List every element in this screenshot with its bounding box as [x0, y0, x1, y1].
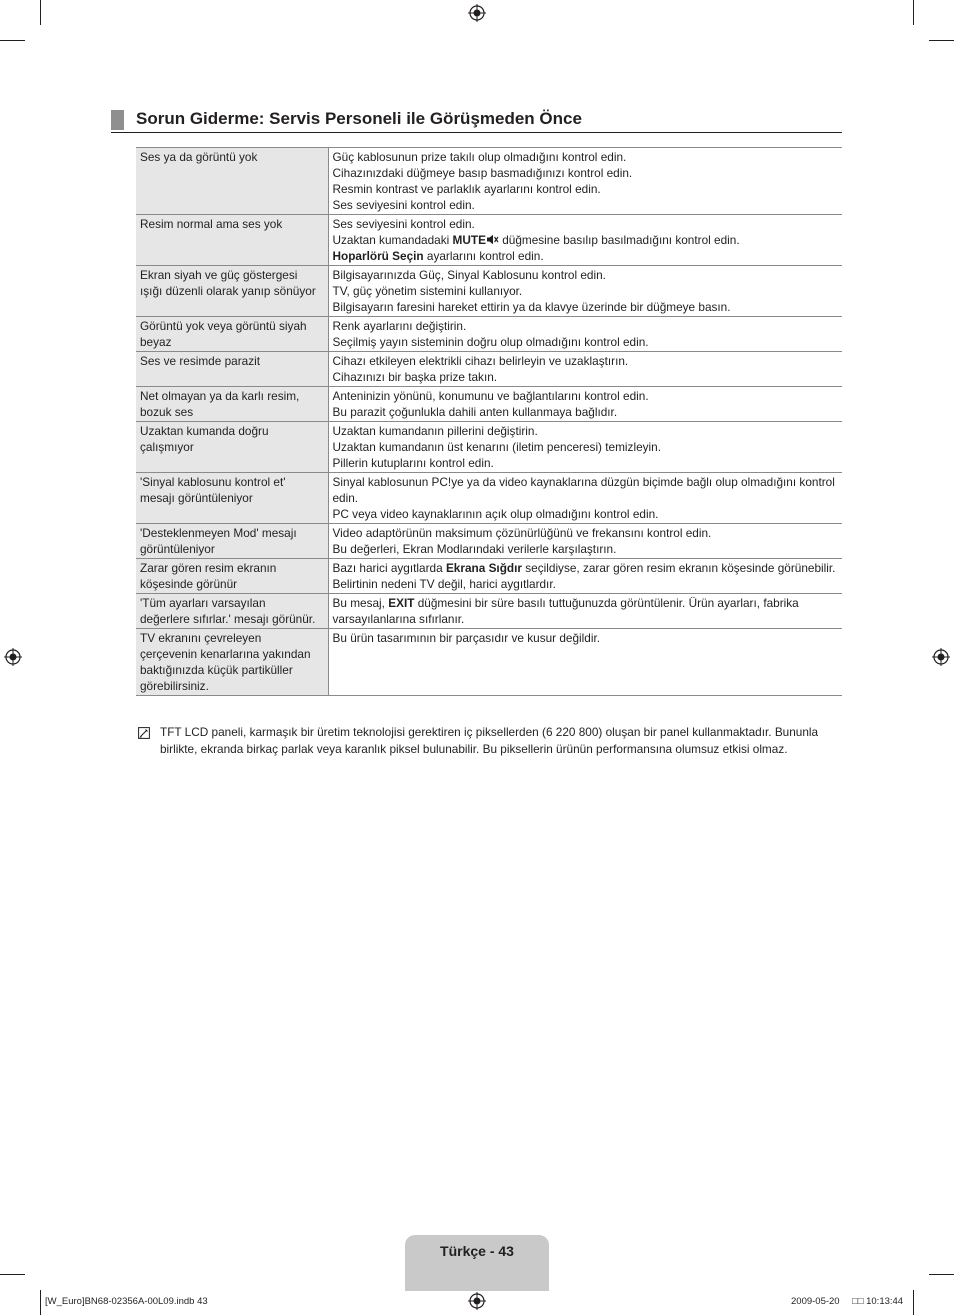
footer-file: [W_Euro]BN68-02356A-00L09.indb 43: [45, 1296, 208, 1307]
solution-text: Bilgisayarın faresini hareket ettirin ya da klavye üzerinde bir düğmeye basın.: [332, 300, 731, 314]
symptom-text: 'Tüm ayarları varsayılan: [140, 596, 266, 610]
solution-line: [333, 506, 839, 522]
symptom-text: Zarar gören resim ekranın: [140, 561, 277, 575]
solution-text: düğmesine basılıp basılmadığını kontrol edin.: [498, 233, 740, 247]
registration-mark-icon: [4, 648, 22, 666]
solution-cell: [328, 629, 842, 696]
solution-text: TV, güç yönetim sistemini kullanıyor.: [332, 284, 523, 298]
crop-mark: [0, 40, 25, 41]
table-row: [136, 524, 842, 559]
solution-text: Uzaktan kumandanın üst kenarını (iletim penceresi) temizleyin.: [332, 440, 661, 454]
table-row: [136, 352, 842, 387]
solution-text: Renk ayarlarını değiştirin.: [332, 319, 467, 333]
section-header: [111, 108, 842, 133]
solution-text: Ses seviyesini kontrol edin.: [332, 198, 475, 212]
solution-line: [333, 404, 839, 420]
solution-line: [333, 248, 839, 264]
solution-line: [333, 299, 839, 315]
symptom-text: beyaz: [140, 335, 172, 349]
note-text: TFT LCD paneli, karmaşık bir üretim teknolojisi gerektiren iç piksellerden (6 220 800) oluşan bir panel kullanmaktadır. Bununla birlikte, ekranda birkaç parlak veya karanlık piksel bulunabilir. Bu piksellerin ürünün performansına olumsuz etkisi olmaz.: [160, 725, 819, 756]
solution-text: Bazı harici aygıtlarda: [332, 561, 446, 575]
solution-text: seçildiyse, zarar gören resim ekranın köşesinde görünebilir. Belirtinin nedeni TV değil, harici aygıtlardır.: [332, 561, 836, 591]
solution-line: [333, 165, 839, 181]
solution-text: Cihazı etkileyen elektrikli cihazı belirleyin ve uzaklaştırın.: [332, 354, 629, 368]
symptom-cell: [136, 148, 328, 215]
solution-text: düğmesini bir süre basılı tuttuğunuzda görüntülenir. Ürün ayarları, fabrika varsayılanlarına sıfırlanır.: [332, 596, 799, 626]
table-row: [136, 422, 842, 473]
solution-text: Pillerin kutuplarını kontrol edin.: [332, 456, 494, 470]
solution-line: [333, 267, 839, 283]
solution-line: [333, 334, 839, 350]
symptom-text: Uzaktan kumanda doğru: [140, 424, 269, 438]
symptom-cell: [136, 559, 328, 594]
symptom-cell: [136, 629, 328, 696]
symptom-text: Resim normal ama ses yok: [140, 217, 283, 231]
footer-date: 2009-05-20: [791, 1296, 840, 1307]
symptom-cell: [136, 594, 328, 629]
solution-cell: [328, 473, 842, 524]
crop-mark: [913, 0, 914, 25]
registration-mark-icon: [468, 1292, 486, 1310]
page-title: Sorun Giderme: Servis Personeli ile Görüşmeden Önce: [136, 109, 582, 128]
solution-line: [333, 369, 839, 385]
table-row: [136, 266, 842, 317]
solution-keyword: Hoparlörü Seçin: [332, 249, 424, 263]
page-number-tab: [405, 1235, 549, 1291]
table-row: [136, 387, 842, 422]
registration-mark-icon: [468, 4, 486, 22]
solution-text: ayarlarını kontrol edin.: [423, 249, 544, 263]
solution-text: Anteninizin yönünü, konumunu ve bağlantılarını kontrol edin.: [332, 389, 649, 403]
symptom-text: köşesinde görünür: [140, 577, 238, 591]
solution-line: [333, 216, 839, 232]
symptom-text: Ses ya da görüntü yok: [140, 150, 258, 164]
solution-cell: [328, 559, 842, 594]
registration-mark-icon: [932, 648, 950, 666]
solution-text: Bilgisayarınızda Güç, Sinyal Kablosunu kontrol edin.: [332, 268, 606, 282]
solution-keyword: Ekrana Sığdır: [445, 561, 522, 575]
note-section: [136, 724, 842, 758]
solution-cell: [328, 352, 842, 387]
symptom-cell: [136, 215, 328, 266]
solution-line: [333, 232, 839, 248]
solution-line: [333, 353, 839, 369]
speaker-mute-icon: [486, 234, 499, 245]
solution-cell: [328, 524, 842, 559]
solution-cell: [328, 317, 842, 352]
solution-text: PC veya video kaynaklarının açık olup olmadığını kontrol edin.: [332, 507, 659, 521]
solution-line: [333, 283, 839, 299]
table-row: [136, 594, 842, 629]
symptom-text: TV ekranını çevreleyen: [140, 631, 262, 645]
solution-line: [333, 541, 839, 557]
solution-line: [333, 388, 839, 404]
symptom-cell: [136, 352, 328, 387]
solution-line: [333, 149, 839, 165]
symptom-text: Ses ve resimde parazit: [140, 354, 260, 368]
solution-line: [333, 423, 839, 439]
solution-text: Ses seviyesini kontrol edin.: [332, 217, 475, 231]
solution-text: Cihazınızdaki düğmeye basıp basmadığınızı kontrol edin.: [332, 166, 633, 180]
solution-text: Video adaptörünün maksimum çözünürlüğünü ve frekansını kontrol edin.: [332, 526, 712, 540]
title-bar-marker: [111, 110, 124, 130]
solution-cell: [328, 594, 842, 629]
solution-line: [333, 595, 839, 627]
table-row: [136, 317, 842, 352]
solution-text: Bu değerleri, Ekran Modlarındaki verilerle karşılaştırın.: [332, 542, 617, 556]
symptom-cell: [136, 422, 328, 473]
solution-text: Bu parazit çoğunlukla dahili anten kullanmaya bağlıdır.: [332, 405, 618, 419]
symptom-text: çalışmıyor: [140, 440, 194, 454]
table-row: [136, 629, 842, 696]
symptom-cell: [136, 317, 328, 352]
symptom-text: Görüntü yok veya görüntü siyah: [140, 319, 307, 333]
symptom-text: Net olmayan ya da karlı resim,: [140, 389, 300, 403]
symptom-text: değerlere sıfırlar.' mesajı görünür.: [140, 612, 316, 626]
page-number: Türkçe - 43: [440, 1243, 514, 1259]
table-row: [136, 473, 842, 524]
symptom-text: Ekran siyah ve güç göstergesi: [140, 268, 298, 282]
crop-mark: [929, 40, 954, 41]
symptom-text: görebilirsiniz.: [140, 679, 209, 693]
solution-line: [333, 439, 839, 455]
symptom-cell: [136, 473, 328, 524]
solution-text: Bu mesaj,: [332, 596, 389, 610]
symptom-text: mesajı görüntüleniyor: [140, 491, 253, 505]
symptom-text: 'Sinyal kablosunu kontrol et': [140, 475, 286, 489]
table-row: [136, 559, 842, 594]
note-icon: [138, 727, 150, 739]
solution-text: Uzaktan kumandadaki: [332, 233, 453, 247]
solution-cell: [328, 215, 842, 266]
table-row: [136, 215, 842, 266]
solution-text: Güç kablosunun prize takılı olup olmadığını kontrol edin.: [332, 150, 627, 164]
solution-line: [333, 455, 839, 471]
solution-text: Cihazınızı bir başka prize takın.: [332, 370, 498, 384]
crop-mark: [40, 1290, 41, 1315]
solution-line: [333, 560, 839, 592]
footer-time: □□ 10:13:44: [852, 1296, 904, 1307]
solution-text: Seçilmiş yayın sisteminin doğru olup olmadığını kontrol edin.: [332, 335, 649, 349]
solution-line: [333, 197, 839, 213]
solution-text: Resmin kontrast ve parlaklık ayarlarını kontrol edin.: [332, 182, 601, 196]
crop-mark: [913, 1290, 914, 1315]
solution-cell: [328, 387, 842, 422]
symptom-text: çerçevenin kenarlarına yakından: [140, 647, 311, 661]
symptom-cell: [136, 387, 328, 422]
crop-mark: [929, 1274, 954, 1275]
symptom-text: ışığı düzenli olarak yanıp sönüyor: [140, 284, 316, 298]
troubleshooting-table: [136, 147, 842, 696]
solution-line: [333, 630, 839, 646]
symptom-cell: [136, 524, 328, 559]
symptom-cell: [136, 266, 328, 317]
solution-text: Bu ürün tasarımının bir parçasıdır ve kusur değildir.: [332, 631, 601, 645]
crop-mark: [40, 0, 41, 25]
solution-line: [333, 525, 839, 541]
solution-text: Uzaktan kumandanın pillerini değiştirin.: [332, 424, 538, 438]
solution-cell: [328, 266, 842, 317]
solution-line: [333, 181, 839, 197]
symptom-text: 'Desteklenmeyen Mod' mesajı: [140, 526, 297, 540]
solution-text: Sinyal kablosunun PC!ye ya da video kaynaklarına düzgün biçimde bağlı olup olmadığını kontrol edin.: [332, 475, 835, 505]
crop-mark: [0, 1274, 25, 1275]
solution-keyword: EXIT: [388, 596, 415, 610]
solution-cell: [328, 148, 842, 215]
symptom-text: bozuk ses: [140, 405, 194, 419]
symptom-text: görüntüleniyor: [140, 542, 215, 556]
symptom-text: baktığınızda küçük partiküller: [140, 663, 293, 677]
solution-line: [333, 474, 839, 506]
solution-line: [333, 318, 839, 334]
table-row: [136, 148, 842, 215]
solution-cell: [328, 422, 842, 473]
solution-keyword: MUTE: [452, 233, 486, 247]
troubleshooting-table-body: [136, 148, 842, 696]
